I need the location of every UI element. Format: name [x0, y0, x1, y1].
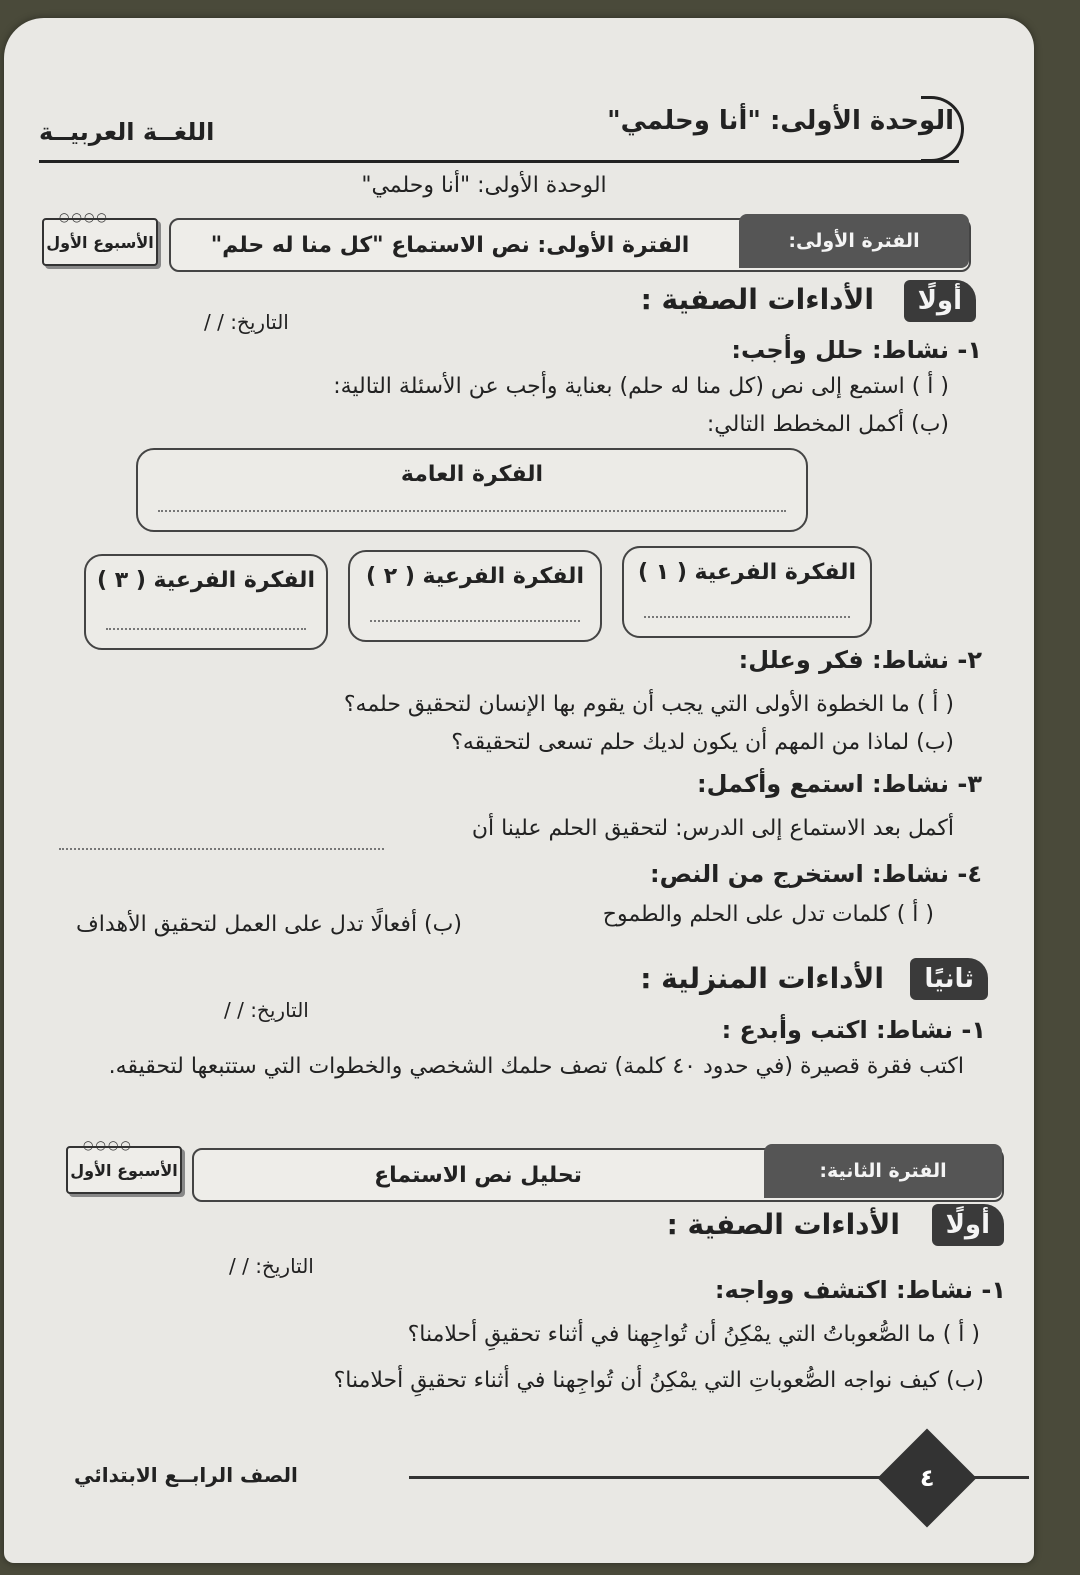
period1-banner [169, 218, 971, 272]
section1-title: الأداءات الصفية : [640, 283, 874, 316]
section3-badge: أولًا [932, 1204, 1004, 1246]
activity5-text: اكتب فقرة قصيرة (في حدود ٤٠ كلمة) تصف حلمك الشخصي والخطوات التي ستتبعها لتحقيقه. [108, 1054, 964, 1079]
period1-week-tag: ○○○○ الأسبوع الأول [42, 218, 158, 266]
period2-badge: الفترة الثانية: [764, 1144, 1002, 1198]
activity1-title: ١- نشاط: حلل وأجب: [731, 336, 982, 364]
period2-banner [192, 1148, 1004, 1202]
activity2-title: ٢- نشاط: فكر وعلل: [738, 646, 982, 674]
sub-idea-2-label: الفكرة الفرعية ( ٢ ) [366, 564, 584, 589]
activity5-title: ١- نشاط: اكتب وأبدع : [721, 1016, 986, 1044]
sub-idea-1-label: الفكرة الفرعية ( ١ ) [638, 560, 856, 585]
section1-date: التاريخ: / / [204, 310, 289, 334]
footer-divider-right [969, 1476, 1029, 1479]
header-subject: اللغــة العربيــة [39, 118, 215, 146]
workbook-page [4, 18, 1034, 1563]
sub-idea-2-answer-line[interactable] [370, 620, 580, 622]
footer-grade: الصف الرابــع الابتدائي [74, 1463, 298, 1487]
section3-title: الأداءات الصفية : [666, 1208, 900, 1241]
main-idea-label: الفكرة العامة [400, 462, 544, 487]
page-number: ٤ [919, 1464, 935, 1492]
sub-idea-3-answer-line[interactable] [106, 628, 306, 630]
activity1-a: ( أ ) استمع إلى نص (كل منا له حلم) بعناية وأجب عن الأسئلة التالية: [333, 374, 949, 399]
sub-idea-3-box [84, 554, 328, 650]
header-divider [39, 160, 959, 163]
sub-idea-2-box [348, 550, 602, 642]
activity4-title: ٤- نشاط: استخرج من النص: [650, 860, 982, 888]
period2-week-tag: ○○○○ الأسبوع الأول [66, 1146, 182, 1194]
main-idea-answer-line[interactable] [158, 510, 786, 512]
period1-badge: الفترة الأولى: [739, 214, 969, 268]
activity3-title: ٣- نشاط: استمع وأكمل: [697, 770, 982, 798]
activity6-a: ( أ ) ما الصُّعوباتُ التي يمْكِنُ أن تُواجِهنا في أثناء تحقيقِ أحلامنا؟ [407, 1322, 980, 1347]
section2-title: الأداءات المنزلية : [640, 962, 884, 995]
section1-badge: أولًا [904, 280, 976, 322]
activity6-title: ١- نشاط: اكتشف وواجه: [714, 1276, 1006, 1304]
section2-date: التاريخ: / / [224, 998, 309, 1022]
activity6-b: (ب) كيف نواجه الصُّعوباتِ التي يمْكِنُ أن تُواجِهنا في أثناء تحقيقِ أحلامنا؟ [333, 1368, 984, 1393]
sub-idea-1-box [622, 546, 872, 638]
unit-subtitle: الوحدة الأولى: "أنا وحلمي" [361, 173, 607, 198]
page-number-badge [878, 1429, 977, 1528]
activity2-a: ( أ ) ما الخطوة الأولى التي يجب أن يقوم بها الإنسان لتحقيق حلمه؟ [343, 692, 954, 717]
activity2-b: (ب) لماذا من المهم أن يكون لديك حلم تسعى لتحقيقه؟ [451, 730, 954, 755]
period2-title: تحليل نص الاستماع [374, 1162, 582, 1188]
activity4-b: (ب) أفعالًا تدل على العمل لتحقيق الأهداف [76, 912, 462, 937]
activity3-answer-line[interactable] [59, 846, 384, 850]
section2-badge: ثانيًا [910, 958, 988, 1000]
activity3-text: أكمل بعد الاستماع إلى الدرس: لتحقيق الحلم علينا أن [471, 816, 954, 841]
activity1-b: (ب) أكمل المخطط التالي: [706, 412, 949, 437]
week-tag-rings: ○○○○ [59, 210, 109, 224]
sub-idea-1-answer-line[interactable] [644, 616, 850, 618]
period1-title: الفترة الأولى: نص الاستماع "كل منا له حلم" [210, 232, 690, 258]
activity4-a: ( أ ) كلمات تدل على الحلم والطموح [602, 902, 934, 927]
sub-idea-3-label: الفكرة الفرعية ( ٣ ) [97, 568, 315, 593]
section3-date: التاريخ: / / [229, 1254, 314, 1278]
main-idea-box [136, 448, 808, 532]
footer-divider [409, 1476, 889, 1479]
week-tag-rings: ○○○○ [83, 1138, 133, 1152]
header-unit-title: الوحدة الأولى: "أنا وحلمي" [607, 106, 954, 136]
